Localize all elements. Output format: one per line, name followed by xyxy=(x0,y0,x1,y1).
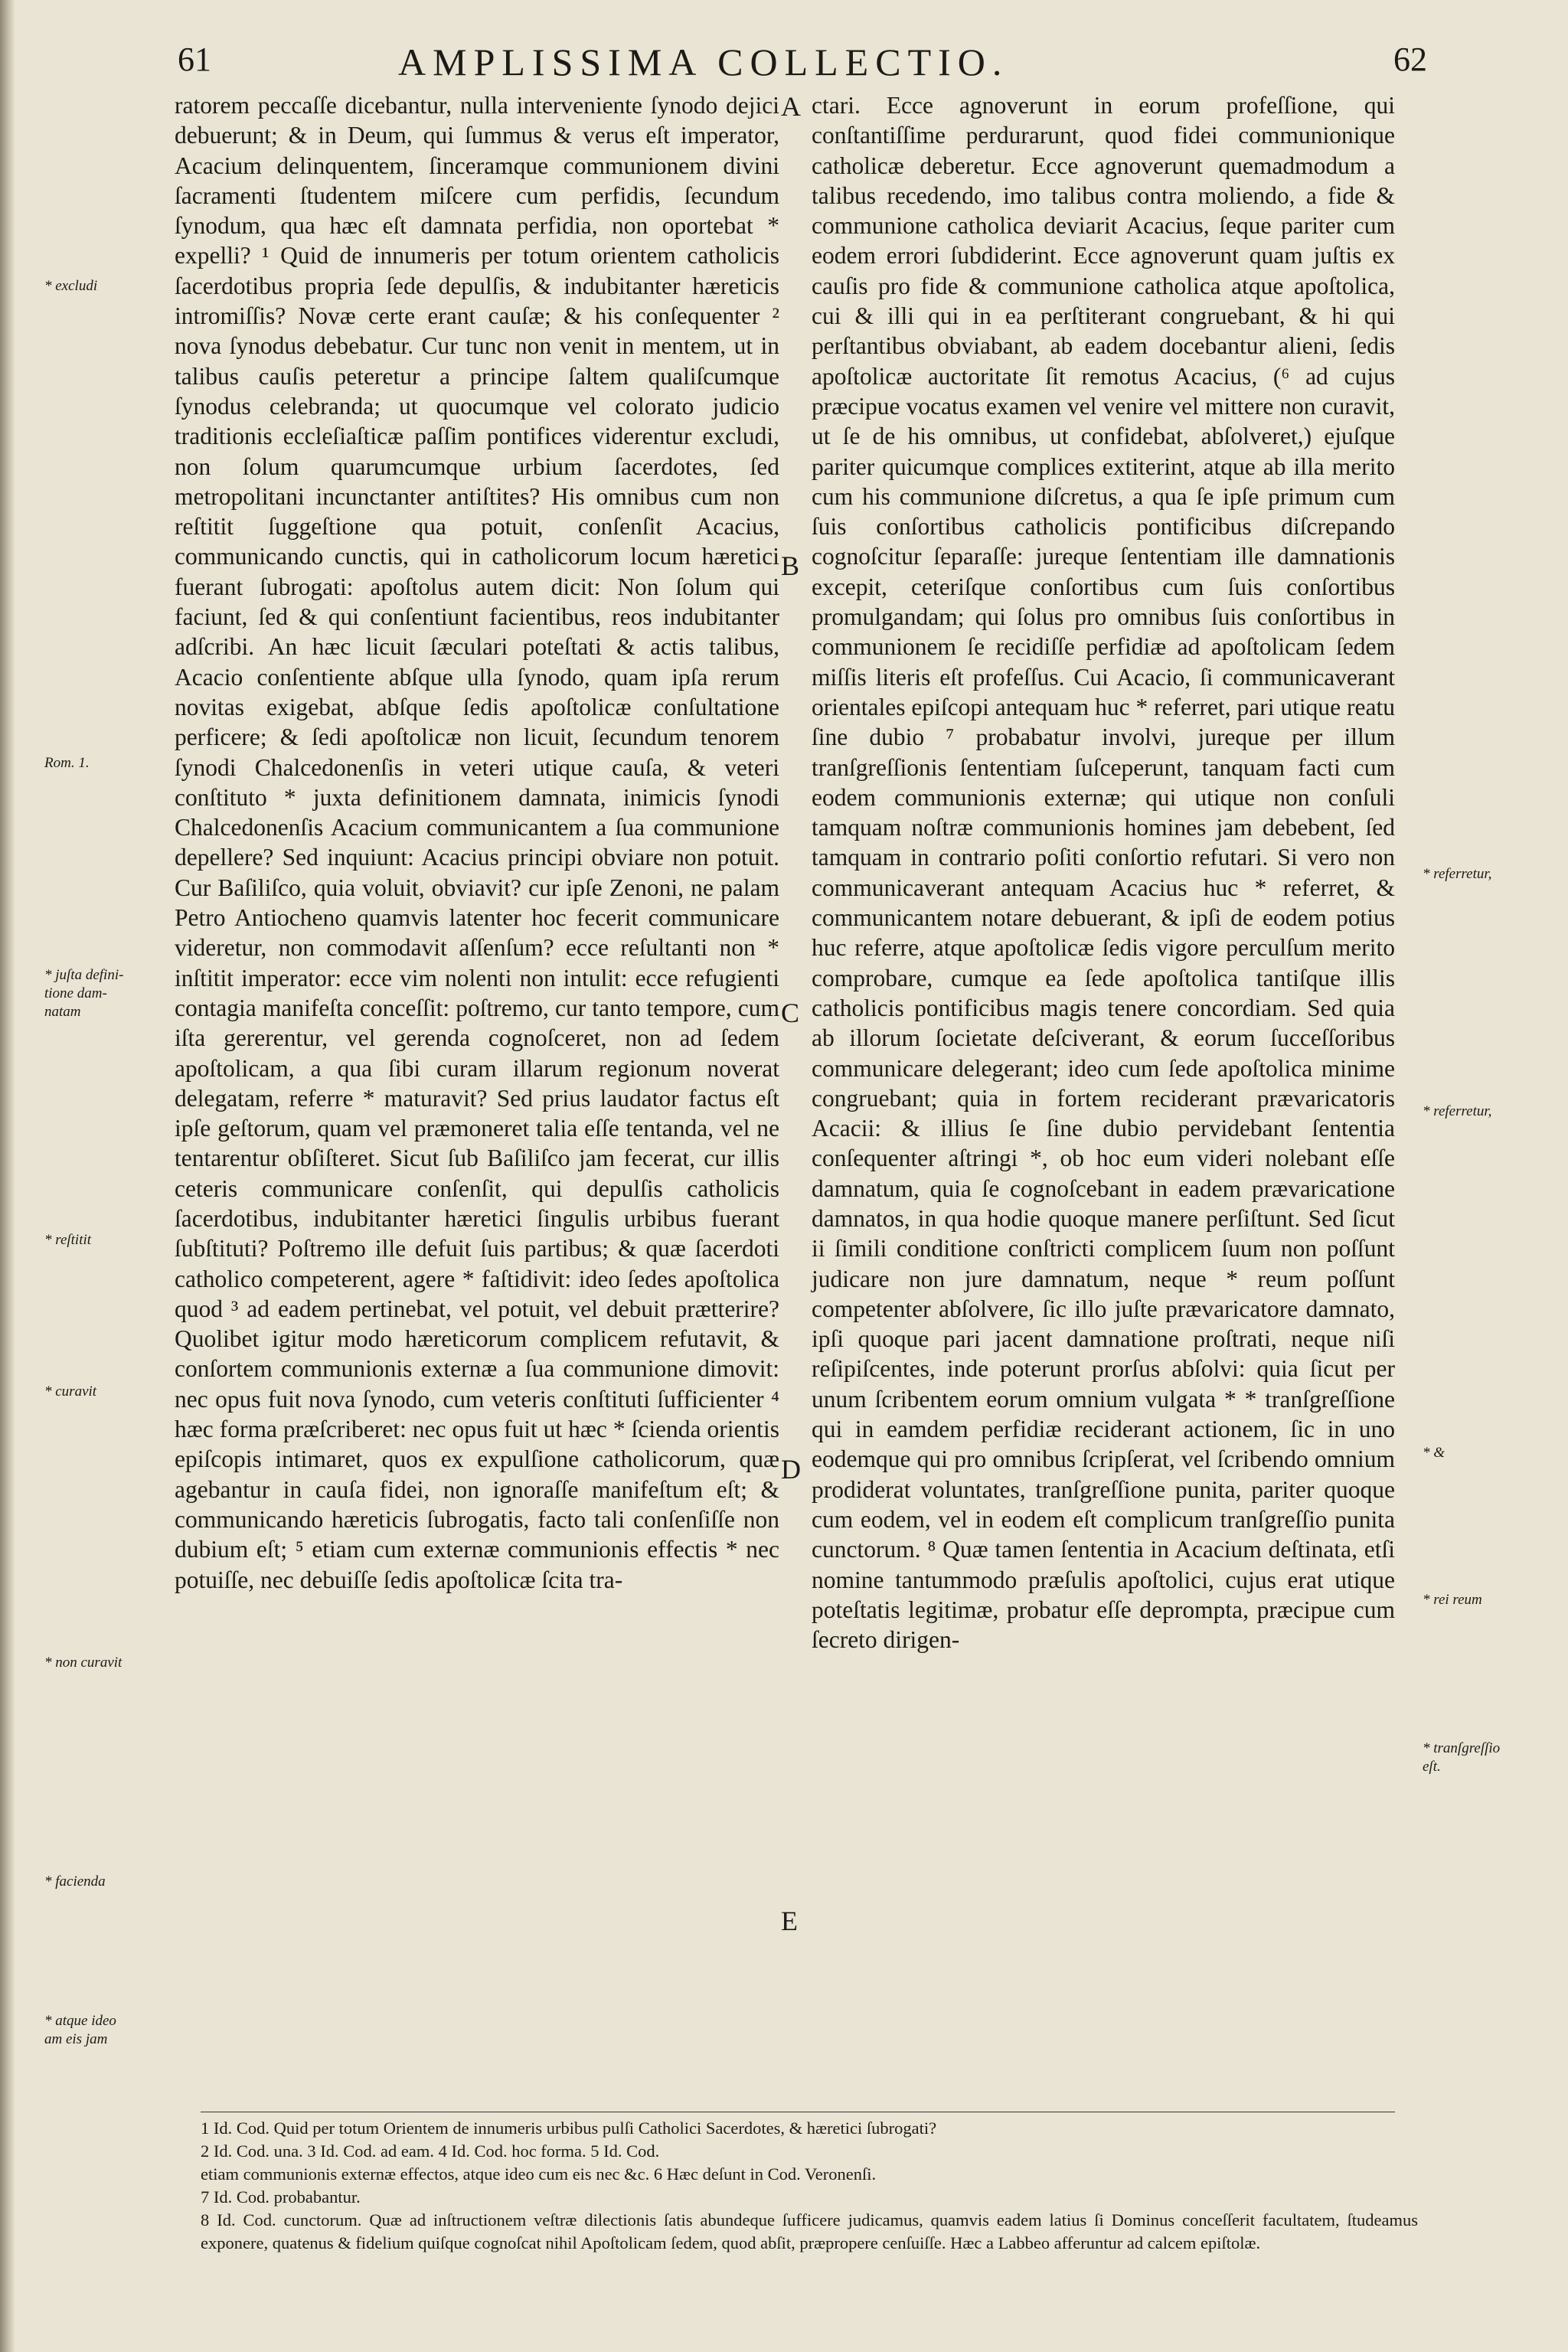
text-column-right xyxy=(812,90,1395,1655)
footnote-8: 8 Id. Cod. cunctorum. Quæ ad inſtructionem veſtræ dilectionis ſatis abundeque ſufficere judicamus, quamvis eadem latius ſi Dominus conceſſerit facultatem, ſtudeamus exponere, quatenus & fidelium quiſque cognoſcat nihil Apoſtolicam ſedem, quod abſit, præpropere cenſuiſſe. Hæc a Labbeo afferuntur ad calcem epiſtolæ. xyxy=(201,2210,1418,2252)
margin-note-atque-ideo-2: am eis jam xyxy=(44,2031,108,2047)
running-title: AMPLISSIMA COLLECTIO. xyxy=(398,41,1009,83)
margin-note-justa-1: * juſta defini- xyxy=(44,967,124,983)
margin-note-non-curavit: * non curavit xyxy=(44,1655,122,1671)
page-header xyxy=(0,40,1568,93)
text-column-left xyxy=(175,90,779,1595)
margin-note-atque-ideo-1: * atque ideo xyxy=(44,2013,116,2029)
margin-note-justa-3: natam xyxy=(44,1004,81,1020)
margin-note-transgressio-2: eſt. xyxy=(1423,1759,1441,1775)
section-marker-a: A xyxy=(781,91,801,122)
footnote-5-6: etiam communionis externæ effectos, atque ideo cum eis nec &c. 6 Hæc deſunt in Cod. Veronenſi. xyxy=(201,2164,877,2184)
margin-note-facienda: * facienda xyxy=(44,1873,106,1890)
margin-note-transgressio-1: * tranſgreſſio xyxy=(1423,1740,1501,1756)
margin-note-rom: Rom. 1. xyxy=(44,755,90,771)
margin-note-referretur-2: * referretur, xyxy=(1423,1103,1492,1119)
footnote-7: 7 Id. Cod. probabantur. xyxy=(201,2187,361,2207)
footnotes xyxy=(201,2112,1418,2255)
page-edge xyxy=(0,0,15,2352)
footnote-2-5: 2 Id. Cod. una. 3 Id. Cod. ad eam. 4 Id. Cod. hoc forma. 5 Id. Cod. xyxy=(201,2141,660,2161)
section-marker-d: D xyxy=(781,1454,801,1485)
margin-note-excludi: * excludi xyxy=(44,278,98,294)
section-marker-e: E xyxy=(781,1906,798,1936)
section-marker-b: B xyxy=(781,550,800,581)
margin-note-rei-reum: * rei reum xyxy=(1423,1592,1482,1608)
margin-note-justa-2: tione dam- xyxy=(44,985,107,1001)
footnote-1: 1 Id. Cod. Quid per totum Orientem de innumeris urbibus pulſi Catholici Sacerdotes, & hæretici ſubrogati? xyxy=(201,2118,937,2138)
margin-note-restitit: * reſtitit xyxy=(44,1232,92,1248)
margin-note-referretur-1: * referretur, xyxy=(1423,866,1492,882)
page-number-left: 61 xyxy=(178,41,211,78)
margin-note-curavit: * curavit xyxy=(44,1383,97,1400)
section-marker-c: C xyxy=(781,998,800,1028)
page-number-right: 62 xyxy=(1393,41,1427,78)
column-right-text: ctari. Ecce agnoverunt in eorum profeſſione, qui conſtantiſſime perdurarunt, quod fidei communionique catholicæ deberetur. Ecce agnoverunt quemadmodum a talibus recedendo, imo talibus contra moliendo, a fide & communione catholica deviarit Acacius, ſeque pariter cum eodem errori ſubdiderint. Ecce agnoverunt quam juſtis ex cauſis pro fide & communione catholica atque apoſtolica, cui & illi qui in ea perſtiterant congruebant, & hi qui perſtantibus obviabant, ab eadem docebantur alieni, ſedis apoſtolicæ auctoritate ſit remotus Acacius, (⁶ ad cujus præcipue vocatus examen vel venire vel mittere non curavit, ut ſe de his omnibus, ut confidebat, abſolveret,) ejuſque pariter quicumque complices extiterint, atque ab illa merito cum his communione diſcretus, a qua ſe ipſe primum cum ſuis conſortibus catholicis pontificibus diſcrepando cognoſcitur ſeparaſſe: jureque ſententiam ille damnationis excepit, ceteriſque conſortibus cum ſuis conſortibus promulgandam; qui ſolus pro omnibus ſuis conſortibus in communionem ſe recidiſſe perfidiæ ad apoſtolicam ſedem miſſis literis eſt profeſſus. Cui Acacio, ſi communicaverant orientales epiſcopi antequam huc * referret, pari utique reatu ſine dubio ⁷ probabatur involvi, jureque per illum tranſgreſſionis ſententiam ſuſceperunt, tanquam facti cum eodem communionis externæ; qui utique non conſuli tamquam noſtræ communionis homines jam debebent, ſed tamquam in contrario poſiti conſortio refutari. Si vero non communicaverant antequam Acacius huc * referret, & communicantem notare debuerant, & ipſi de eodem potius huc referre, atque apoſtolicæ ſedis vigore perculſum merito comprobare, cumque ea ſede apoſtolica tantiſque illis catholicis pontificibus magis tenere concordiam. Sed quia ab illorum ſocietate deſciverant, & eorum ſucceſſoribus communicare delegerant; ideo cum ſede apoſtolica minime congruebant; quia in fortem reciderant prævaricatoris Acacii: & illius ſe ſine dubio pervidebant ſententia conſequenter aſtringi *, ob hoc eum videri nolebant eſſe damnatum, quia ſe cognoſcebant in eadem prævaricatione damnatos, in qua hodie quoque manere perſiſtunt. Sed ſicut ii ſimili conditione conſtricti complicem ſuum non poſſunt judicare non jure damnatum, neque * reum poſſunt competenter abſolvere, ſic illo juſte prævaricatore damnato, ipſi quoque pari jacent damnatione proſtrati, neque niſi reſipiſcentes, inde poterunt prorſus abſolvi: quia ſicut per unum ſcribentem eorum omnium vulgata * * tranſgreſſione qui in eamdem perfidiæ reciderant actionem, ſic in uno eodemque qui pro omnibus ſcripſerat, vel ſcribendo omnium prodiderat voluntates, tranſgreſſione punita, pariter quoque cum eodem, vel in eodem eſt complicum tranſgreſſio punita cunctorum. ⁸ Quæ tamen ſententia in Acacium deſtinata, etſi nomine tantummodo præſulis apoſtolici, cujus erat utique poteſtatis legitimæ, probatur eſſe deprompta, præcipue cum ſecreto dirigen- xyxy=(812,92,1395,1654)
column-left-text: ratorem peccaſſe dicebantur, nulla interveniente ſynodo dejici debuerunt; & in Deum, qui ſummus & verus eſt imperator, Acacium delinquentem, ſinceramque communionem divini ſacramenti ſtudentem miſcere cum perfidis, ſecundum ſynodum, qua hæc eſt damnata perfidia, non oportebat * expelli? ¹ Quid de innumeris per totum orientem catholicis ſacerdotibus propria ſede depulſis, & indubitanter hæreticis intromiſſis? Novæ certe erant cauſæ; & his conſequenter ² nova ſynodus debebatur. Cur tunc non venit in mentem, ut in talibus cauſis peteretur a principe ſaltem qualiſcumque ſynodus celebranda; ut quocumque vel colorato judicio traditionis eccleſiaſticæ paſſim pontifices viderentur excludi, non ſolum quarumcumque urbium ſacerdotes, ſed metropolitani incunctanter antiſtites? His omnibus cum non reſtitit ſuggeſtione qua potuit, conſenſit Acacius, communicando cunctis, qui in catholicorum locum hæretici fuerant ſubrogati: apoſtolus autem dicit: Non ſolum qui faciunt, ſed & qui conſentiunt facientibus, reos indubitanter adſcribi. An hæc licuit ſæculari poteſtati & actis talibus, Acacio conſentiente abſque ulla ſynodo, quam ipſa rerum novitas exigebat, abſque ſedis apoſtolicæ conſultatione perficere; & ſedi apoſtolicæ non licuit, ſecundum tenorem ſynodi Chalcedonenſis in veteri utique cauſa, & veteri conſtituto * juxta definitionem damnata, inimicis ſynodi Chalcedonenſis Acacium communicantem a ſua communione depellere? Sed inquiunt: Acacius principi obviare non potuit. Cur Baſiliſco, quia voluit, obviavit? cur ipſe Zenoni, ne palam Petro Antiocheno quamvis latenter hoc fecerit communicare videretur, non commodavit aſſenſum? ecce reſultanti non * inſtitit imperator: ecce vim nolenti non intulit: ecce refugienti contagia manifeſta conceſſit: poſtremo, cur tanto tempore, cum iſta gererentur, vel gerenda cognoſceret, non ad ſedem apoſtolicam, a qua ſibi curam illarum regionum noverat delegatam, referre * maturavit? Sed prius laudator factus eſt ipſe geſtorum, quam vel præmoneret talia eſſe tentanda, vel ne tentarentur obſiſteret. Sicut ſub Baſiliſco jam fecerat, cur illis ceteris communicare conſenſit, qui depulſis catholicis ſacerdotibus, indubitanter hæretici ſingulis urbibus fuerant ſubſtituti? Poſtremo ille defuit ſuis partibus; & quæ ſacerdoti catholico competerent, agere * faſtidivit: ideo ſedes apoſtolica quod ³ ad eadem pertinebat, vel potuit, vel debuit prætterire? Quolibet igitur modo hæreticorum complicem refutavit, & conſortem communionis externæ a ſua communione dimovit: nec opus fuit nova ſynodo, cum veteris conſtituti ſufficienter ⁴ hæc forma præſcriberet: nec opus fuit ut hæc * ſcienda orientis epiſcopis intimaret, quos ex expulſione catholicorum, quæ agebantur in cauſa fidei, non ignoraſſe manifeſtum eſt; & communicando hæreticis ſubrogatis, facto tali conſenſiſſe non dubium eſt; ⁵ etiam cum externæ communionis effectis * nec potuiſſe, nec debuiſſe ſedis apoſtolicæ ſcita tra- xyxy=(175,92,779,1593)
margin-note-et: * & xyxy=(1423,1445,1446,1461)
